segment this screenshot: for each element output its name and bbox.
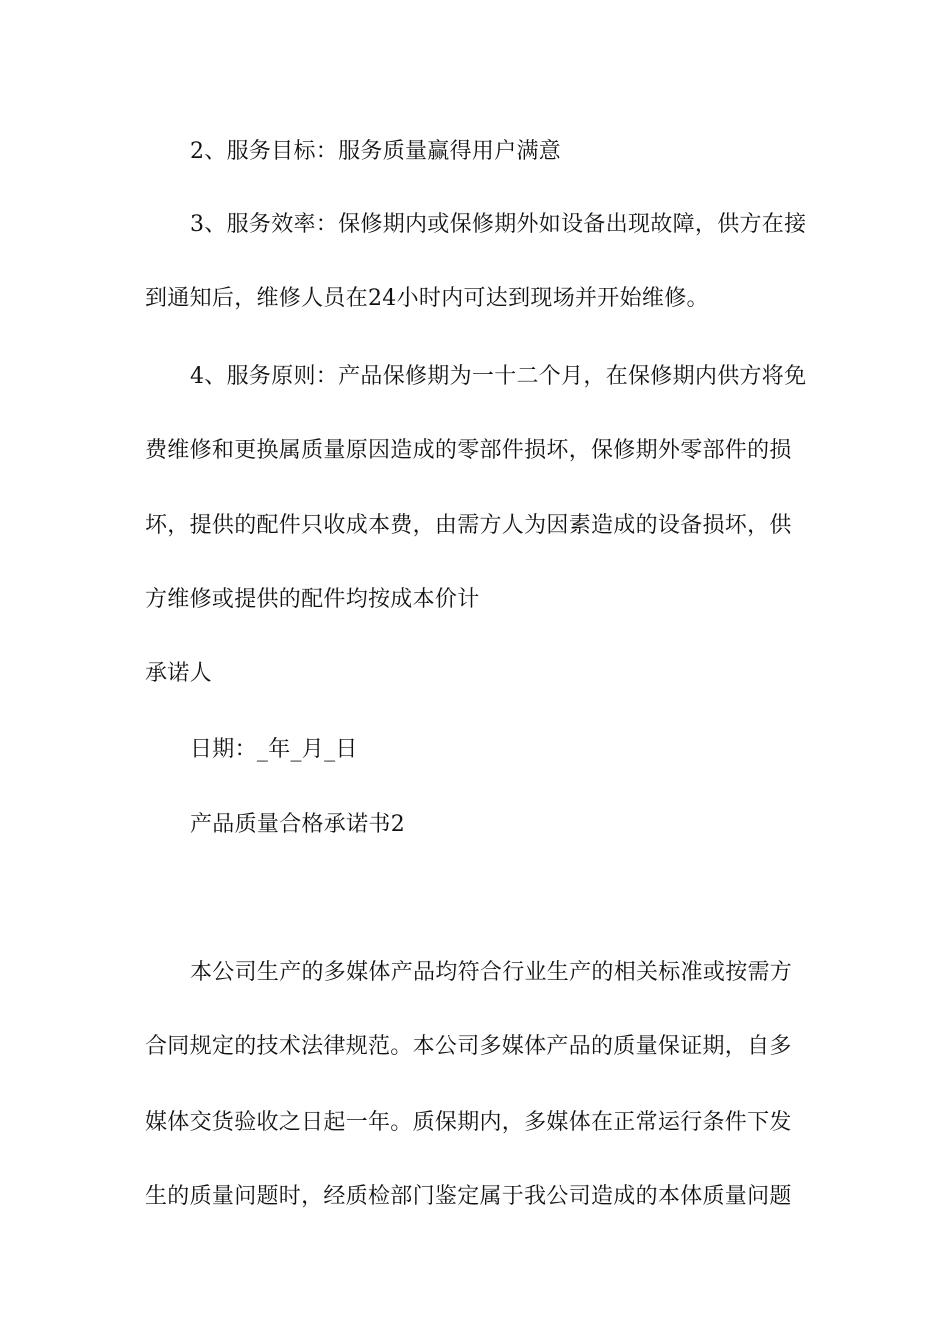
paragraph-service-efficiency-line-1: 3、服务效率：保修期内或保修期外如设备出现故障，供方在接 bbox=[190, 212, 807, 237]
section-title: 产品质量合格承诺书2 bbox=[190, 812, 405, 837]
date-line: 日期：_年_月_日 bbox=[190, 737, 358, 762]
paragraph-service-principle-line-3: 坏，提供的配件只收成本费，由需方人为因素造成的设备损坏，供 bbox=[145, 513, 792, 538]
paragraph-service-principle-line-1: 4、服务原则：产品保修期为一十二个月，在保修期内供方将免 bbox=[190, 364, 807, 389]
paragraph-quality-line-2: 合同规定的技术法律规范。本公司多媒体产品的质量保证期，自多 bbox=[145, 1034, 792, 1059]
promisor-label: 承诺人 bbox=[145, 661, 212, 686]
paragraph-service-goal: 2、服务目标：服务质量赢得用户满意 bbox=[190, 139, 562, 164]
paragraph-service-principle-line-2: 费维修和更换属质量原因造成的零部件损坏，保修期外零部件的损 bbox=[145, 438, 792, 463]
paragraph-quality-line-4: 生的质量问题时，经质检部门鉴定属于我公司造成的本体质量问题 bbox=[145, 1184, 792, 1209]
paragraph-service-efficiency-line-2: 到通知后，维修人员在24小时内可达到现场并开始维修。 bbox=[145, 286, 709, 311]
paragraph-quality-line-1: 本公司生产的多媒体产品均符合行业生产的相关标准或按需方 bbox=[190, 960, 793, 985]
paragraph-service-principle-line-4: 方维修或提供的配件均按成本价计 bbox=[145, 587, 480, 612]
paragraph-quality-line-3: 媒体交货验收之日起一年。质保期内，多媒体在正常运行条件下发 bbox=[145, 1110, 792, 1135]
